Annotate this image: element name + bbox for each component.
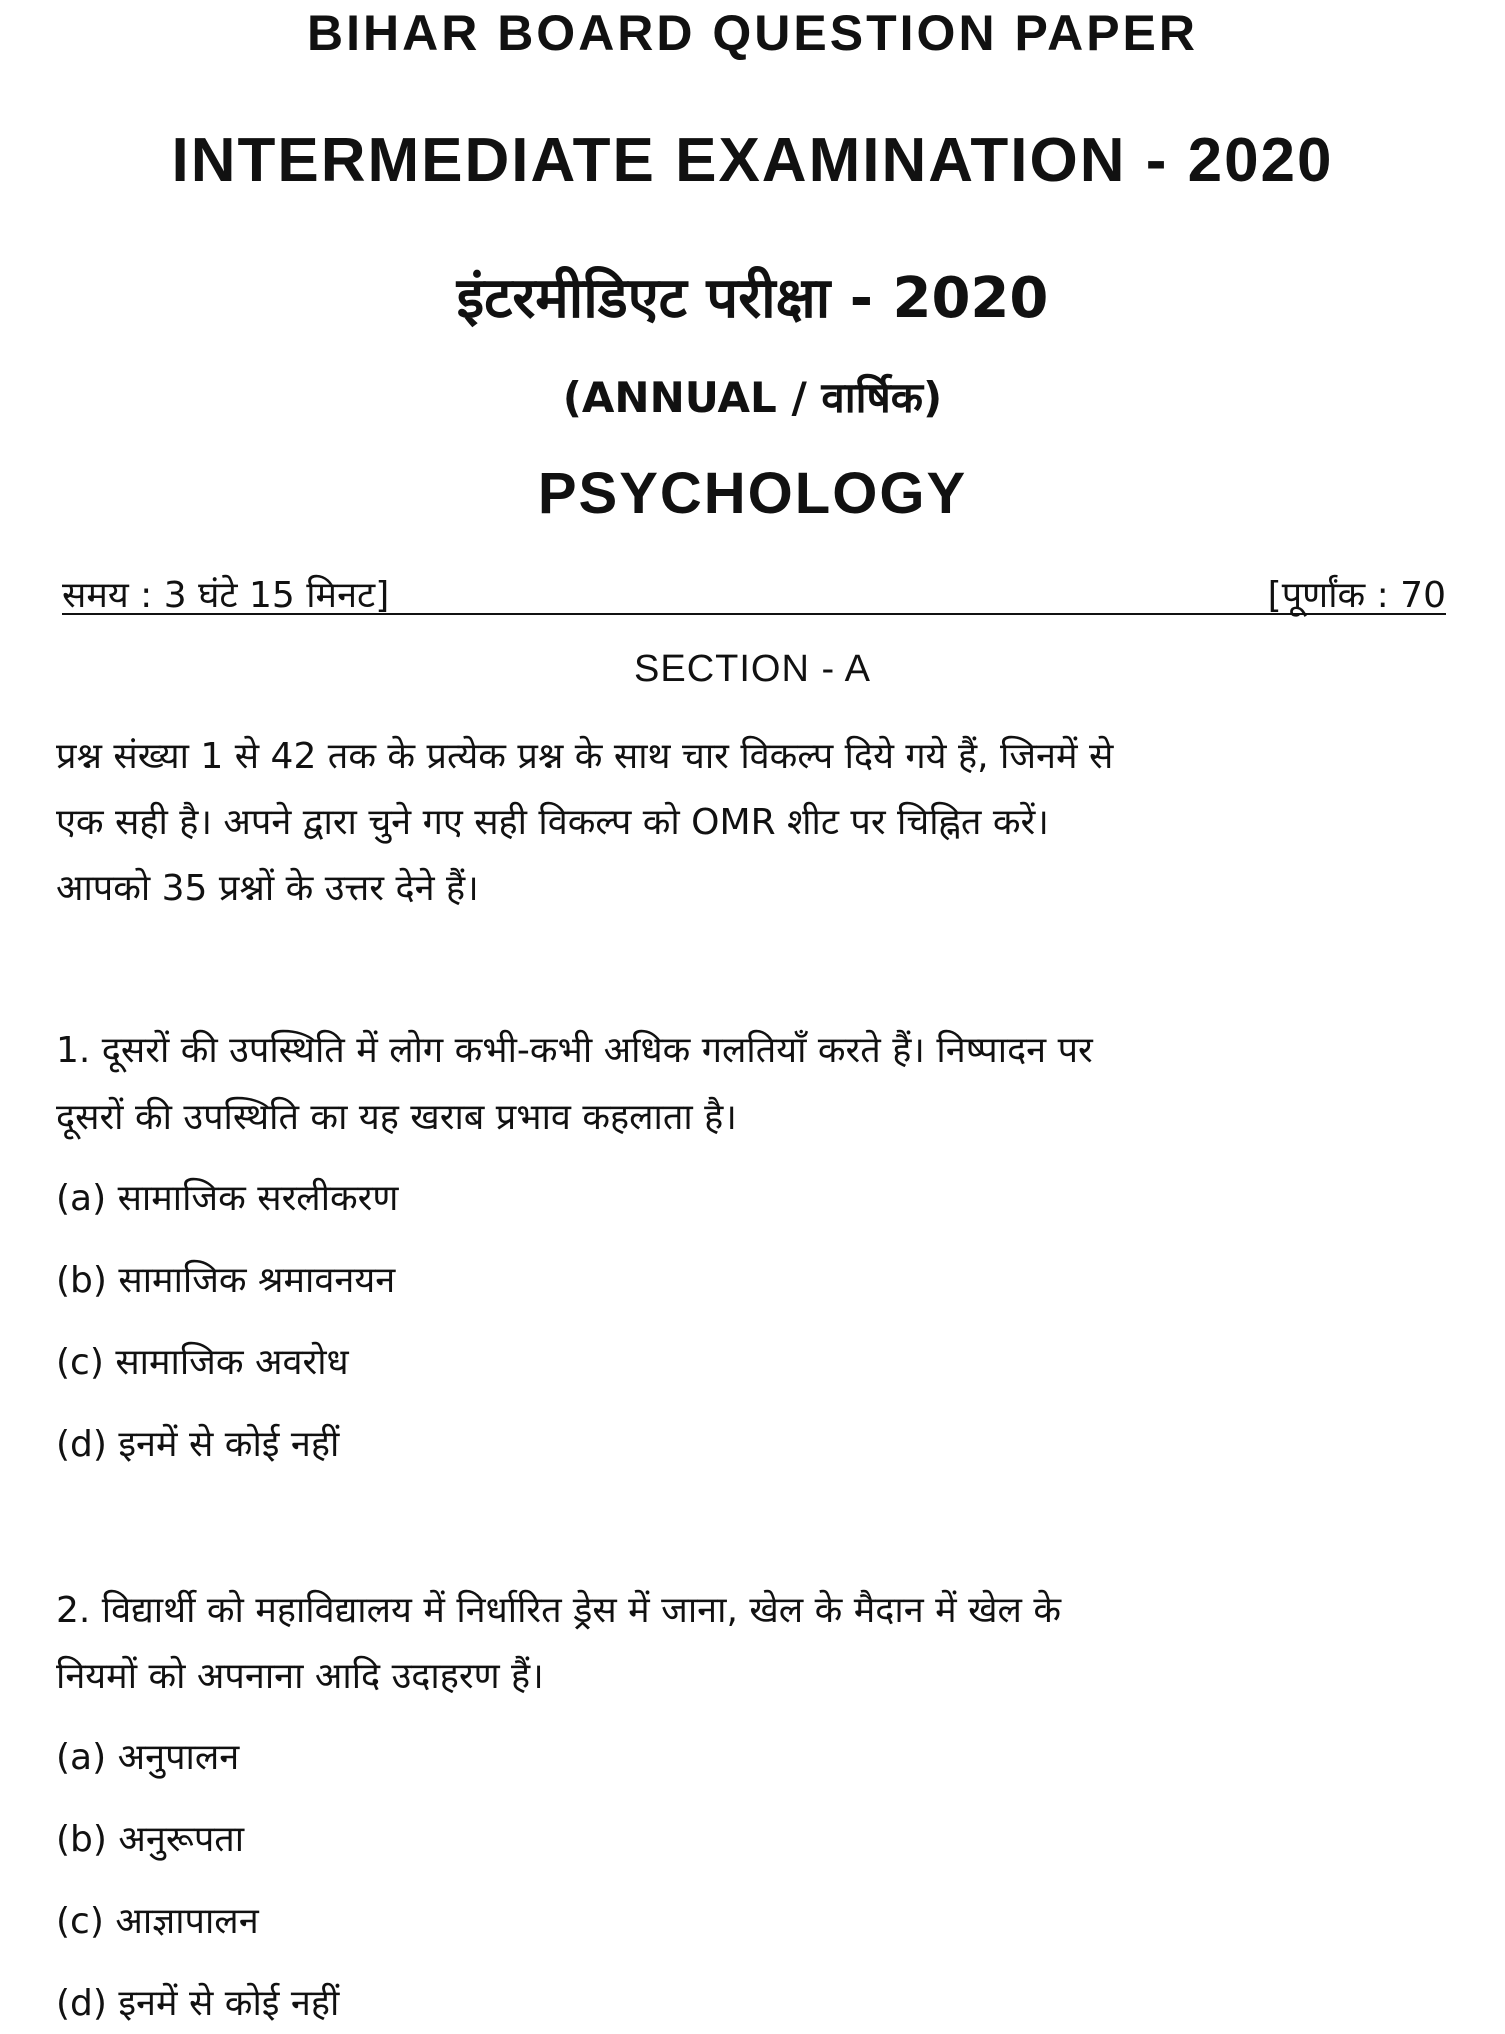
- question-text-line: नियमों को अपनाना आदि उदाहरण हैं।: [56, 1656, 544, 1697]
- option-b: (b) सामाजिक श्रमावनयन: [56, 1260, 396, 1301]
- option-a: (a) अनुपालन: [56, 1737, 240, 1778]
- instruction-line: आपको 35 प्रश्नों के उत्तर देने हैं।: [56, 868, 479, 909]
- subject-title: PSYCHOLOGY: [537, 461, 968, 526]
- exam-title-english: INTERMEDIATE EXAMINATION - 2020: [171, 126, 1334, 195]
- exam-title-hindi: इंटरमीडिएट परीक्षा - 2020: [456, 266, 1049, 331]
- question-text-line: 2. विद्यार्थी को महाविद्यालय में निर्धारित ड्रेस में जाना, खेल के मैदान में खेल के: [56, 1590, 1062, 1631]
- instruction-line: एक सही है। अपने द्वारा चुने गए सही विकल्प को OMR शीट पर चिह्नित करें।: [56, 802, 1049, 843]
- question-text-line: 1. दूसरों की उपस्थिति में लोग कभी-कभी अधिक गलतियाँ करते हैं। निष्पादन पर: [56, 1030, 1093, 1071]
- board-title: BIHAR BOARD QUESTION PAPER: [306, 5, 1198, 61]
- option-c: (c) सामाजिक अवरोध: [56, 1342, 349, 1383]
- instruction-line: प्रश्न संख्या 1 से 42 तक के प्रत्येक प्रश्न के साथ चार विकल्प दिये गये हैं, जिनमें से: [56, 736, 1114, 777]
- time-marks-line: [62, 569, 1446, 615]
- option-d: (d) इनमें से कोई नहीं: [56, 1983, 340, 2024]
- annual-label: (ANNUAL / वार्षिक): [562, 373, 943, 422]
- time-label: समय : 3 घंटे 15 मिनट]: [62, 575, 390, 616]
- option-b: (b) अनुरूपता: [56, 1819, 245, 1860]
- option-d: (d) इनमें से कोई नहीं: [56, 1424, 340, 1465]
- marks-label: [पूर्णांक : 70: [1267, 575, 1446, 616]
- option-a: (a) सामाजिक सरलीकरण: [56, 1178, 399, 1219]
- section-heading: SECTION - A: [634, 648, 871, 690]
- option-c: (c) आज्ञापालन: [56, 1901, 259, 1942]
- question-text-line: दूसरों की उपस्थिति का यह खराब प्रभाव कहलाता है।: [56, 1097, 737, 1138]
